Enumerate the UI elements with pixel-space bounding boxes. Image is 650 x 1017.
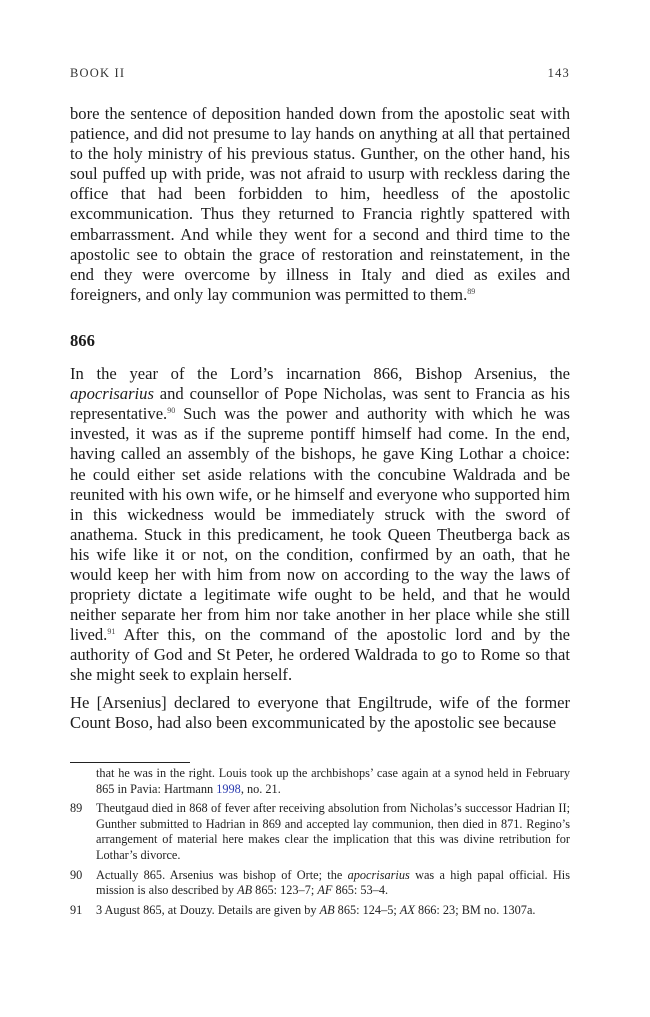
footnote-89 [70, 801, 570, 863]
section-heading-year: 866 [70, 330, 95, 350]
text-run: Actually 865. Arsenius was bishop of Orte; the [96, 867, 348, 882]
paragraph-text: He [Arsenius] declared to everyone that Engiltrude, wife of the former Count Boso, had also been excommunicated by the apostolic see because [70, 692, 570, 732]
running-head [70, 66, 570, 81]
text-run: that he was in the right. Louis took up the archbishops’ case again at a synod held in February 865 in Pavia: Hartmann [96, 766, 570, 796]
footnote-marker-91[interactable]: 91 [107, 627, 116, 637]
footnote-marker-89[interactable]: 89 [467, 286, 476, 296]
footnotes [70, 766, 570, 922]
footnote-text: Theutgaud died in 868 of fever after receiving absolution from Nicholas’s successor Hadrian II; Gunther submitted to Hadrian in 869 and accepted lay communion, then died in 871. Regino’s arrangement of material here makes clear the implication that this was divine retribution for Lothar’s divorce. [96, 801, 570, 862]
footnote-text [96, 766, 570, 797]
footnote-text [96, 868, 570, 899]
main-text [70, 104, 570, 733]
footnote-90 [70, 868, 570, 899]
footnote-text [96, 903, 570, 919]
footnote-marker-90[interactable]: 90 [167, 406, 176, 416]
text-run: was a high papal official. His mission is also described by [96, 867, 570, 898]
text-run: 865: 124–5; [334, 902, 400, 917]
text-run: 866: 23; BM no. 1307a. [414, 902, 536, 917]
italic-term: apocrisarius [70, 384, 154, 404]
text-run: 865: 123–7; [252, 883, 318, 898]
text-run: Such was the power and authority with which he was invested, it was as if the supreme pontiff himself had come. In the end, having called an assembly of the bishops, he gave King Lothar a choice: he could either set aside relations with the concubine Waldrada and be reunited with his own wife, or he himself and everyone who supported him in this wickedness would be immediately struck with the sword of anathema. Stuck in this predicament, he took Queen Theutberga back as his wife like it or not, on the condition, confirmed by an oath, that he would keep her with him from now on according to the way the laws of propriety dictate a legitimate wife ought to be held, and that he would neither separate her from him nor take another in her place while she still lived. [70, 404, 570, 645]
text-run: 865: 53–4. [332, 883, 389, 898]
text-run: and counsellor of Pope Nicholas, was sent to Francia as his representative. [70, 384, 570, 424]
italic-term: apocrisarius [347, 867, 410, 882]
footnote-91 [70, 903, 570, 919]
italic-source: AX [399, 902, 415, 917]
footnote-number: 90 [70, 867, 83, 882]
footnote-number: 91 [70, 902, 83, 917]
citation-link[interactable]: 1998 [216, 781, 241, 796]
footnote-number: 89 [70, 801, 83, 816]
footnote-continuation [70, 766, 570, 797]
text-run: In the year of the Lord’s incarnation 866, Bishop Arsenius, the [70, 364, 570, 384]
text-run: , no. 21. [240, 781, 281, 796]
italic-source: AB [319, 902, 335, 917]
text-run: After this, on the command of the apostolic lord and by the authority of God and St Peter, he ordered Waldrada to go to Rome so that she might seek to explain herself. [70, 625, 570, 685]
footnote-rule [70, 762, 190, 763]
page-number: 143 [547, 66, 570, 80]
paragraph-engiltrude [70, 693, 570, 733]
italic-source: AF [317, 883, 333, 898]
running-head-title: BOOK II [70, 66, 126, 80]
italic-source: AB [237, 883, 253, 898]
paragraph-text: bore the sentence of deposition handed down from the apostolic seat with patience, and did not presume to lay hands on anything at all that pertained to the holy ministry of his previous status. Gunther, on the other hand, his soul puffed up with pride, was not afraid to usurp with reckless daring the office that had been forbidden to him, heedless of the apostolic excommunication. Thus they returned to Francia rightly spattered with embarrassment. And while they went for a second and third time to the apostolic see to obtain the grace of restoration and reinstatement, in the end they were overcome by illness in Italy and died as exiles and foreigners, and only lay communion was permitted to them. [70, 104, 570, 304]
text-run: 3 August 865, at Douzy. Details are given by [96, 902, 320, 917]
paragraph-arsenius [70, 364, 570, 686]
paragraph-continuation [70, 104, 570, 305]
